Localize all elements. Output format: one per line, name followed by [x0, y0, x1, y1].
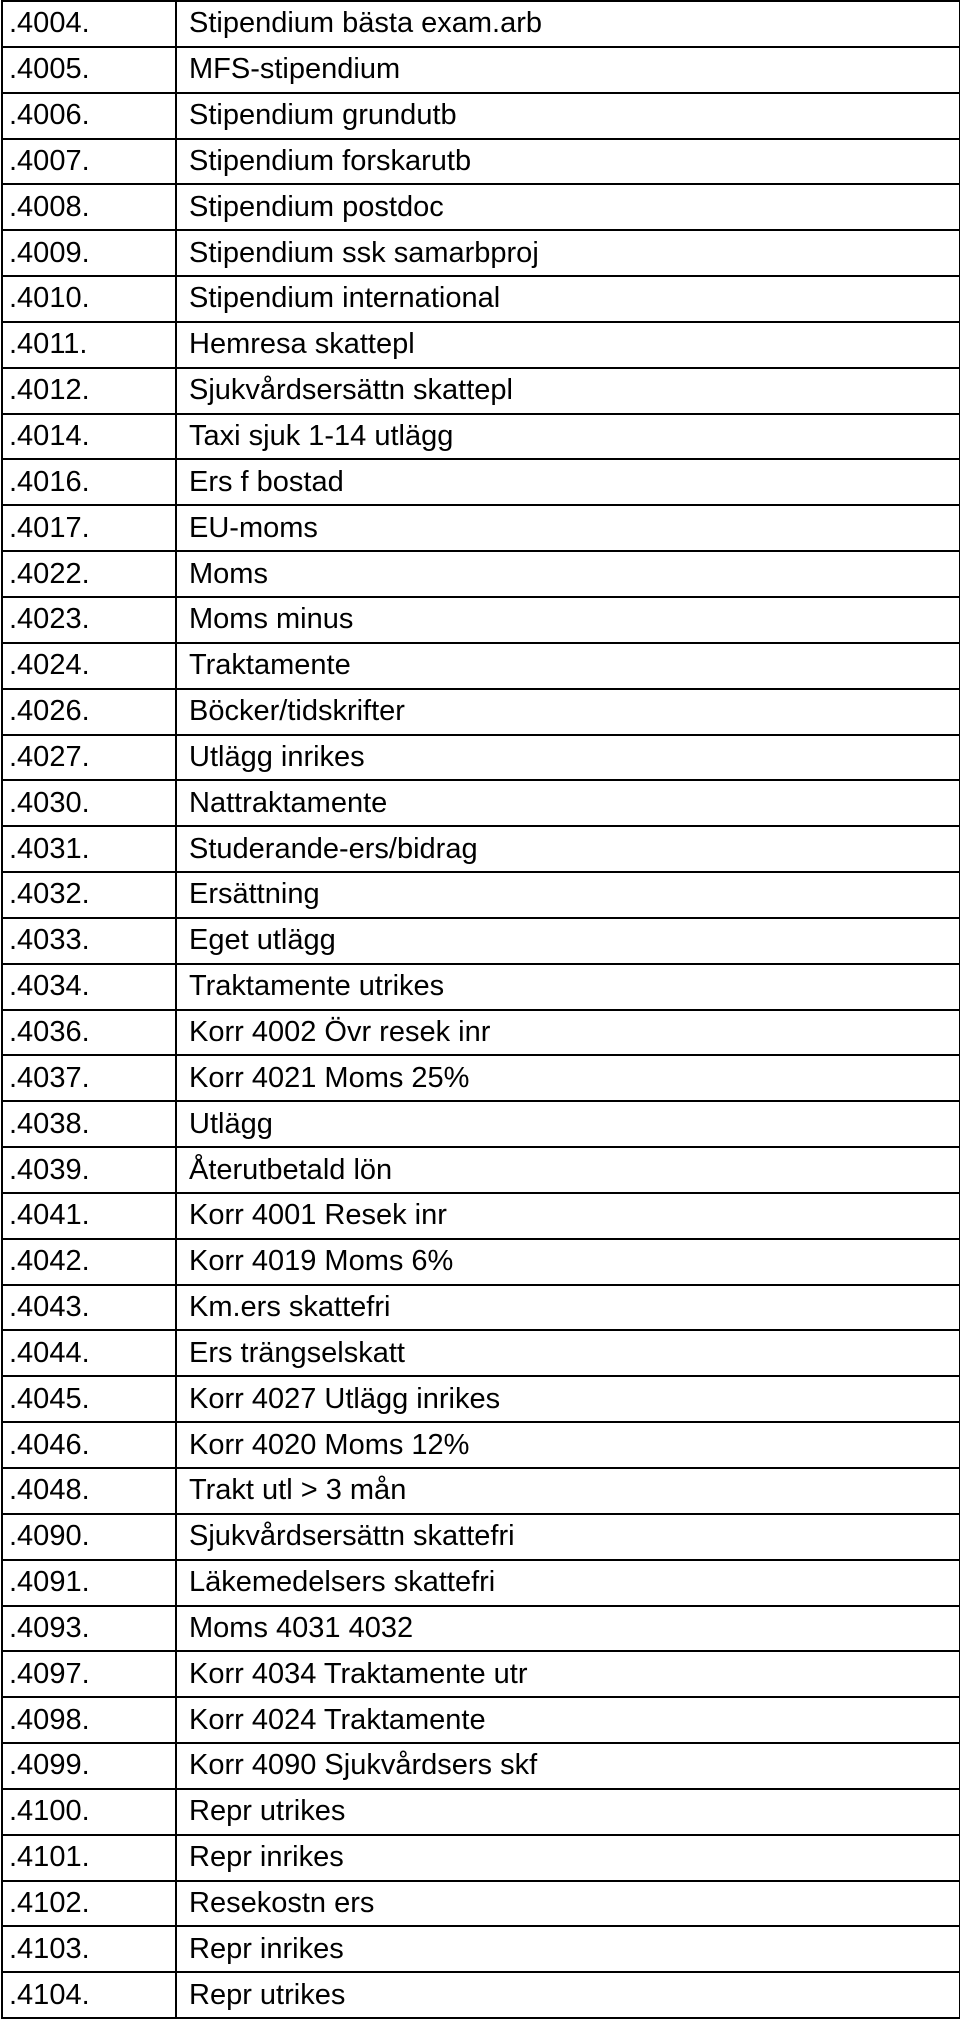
account-description-cell: Nattraktamente — [176, 780, 960, 826]
account-description-cell: Traktamente utrikes — [176, 964, 960, 1010]
table-row — [2, 47, 960, 93]
table-row — [2, 1055, 960, 1101]
table-row — [2, 551, 960, 597]
table-row — [2, 1239, 960, 1285]
table-row — [2, 1422, 960, 1468]
account-description-cell: Korr 4027 Utlägg inrikes — [176, 1376, 960, 1422]
account-description-cell: Ers f bostad — [176, 459, 960, 505]
table-row — [2, 964, 960, 1010]
table-row — [2, 689, 960, 735]
account-description-cell: Sjukvårdsersättn skattefri — [176, 1514, 960, 1560]
account-code-cell: .4010. — [2, 276, 176, 322]
account-description-cell: Korr 4019 Moms 6% — [176, 1239, 960, 1285]
account-code-cell: .4005. — [2, 47, 176, 93]
table-row — [2, 230, 960, 276]
account-code-cell: .4016. — [2, 459, 176, 505]
account-description-cell: Hemresa skattepl — [176, 322, 960, 368]
account-description-cell: Eget utlägg — [176, 918, 960, 964]
account-description-cell: Korr 4020 Moms 12% — [176, 1422, 960, 1468]
account-code-cell: .4091. — [2, 1560, 176, 1606]
table-row — [2, 459, 960, 505]
table-row — [2, 735, 960, 781]
table-row — [2, 597, 960, 643]
account-code-cell: .4036. — [2, 1010, 176, 1056]
account-description-cell: EU-moms — [176, 505, 960, 551]
account-code-table — [1, 0, 960, 2019]
account-description-cell: Ers trängselskatt — [176, 1330, 960, 1376]
table-row — [2, 918, 960, 964]
account-description-cell: Korr 4001 Resek inr — [176, 1193, 960, 1239]
account-code-cell: .4104. — [2, 1972, 176, 2018]
table-row — [2, 1010, 960, 1056]
table-row — [2, 1926, 960, 1972]
account-description-cell: Studerande-ers/bidrag — [176, 826, 960, 872]
table-row — [2, 1743, 960, 1789]
account-code-cell: .4100. — [2, 1789, 176, 1835]
account-description-cell: Stipendium forskarutb — [176, 139, 960, 185]
account-description-cell: Repr utrikes — [176, 1789, 960, 1835]
account-description-cell: Utlägg — [176, 1101, 960, 1147]
table-row — [2, 1560, 960, 1606]
account-code-cell: .4007. — [2, 139, 176, 185]
table-row — [2, 643, 960, 689]
table-row — [2, 1, 960, 47]
account-description-cell: Repr inrikes — [176, 1835, 960, 1881]
account-code-cell: .4004. — [2, 1, 176, 47]
table-row — [2, 1468, 960, 1514]
account-code-cell: .4031. — [2, 826, 176, 872]
table-row — [2, 368, 960, 414]
account-description-cell: Korr 4034 Traktamente utr — [176, 1651, 960, 1697]
account-code-cell: .4103. — [2, 1926, 176, 1972]
account-description-cell: Stipendium ssk samarbproj — [176, 230, 960, 276]
account-code-cell: .4048. — [2, 1468, 176, 1514]
table-row — [2, 872, 960, 918]
table-row — [2, 826, 960, 872]
table-row — [2, 780, 960, 826]
account-code-cell: .4008. — [2, 184, 176, 230]
account-code-cell: .4022. — [2, 551, 176, 597]
account-description-cell: Korr 4024 Traktamente — [176, 1697, 960, 1743]
table-row — [2, 93, 960, 139]
account-description-cell: Ersättning — [176, 872, 960, 918]
account-code-cell: .4042. — [2, 1239, 176, 1285]
account-description-cell: Traktamente — [176, 643, 960, 689]
table-row — [2, 1101, 960, 1147]
account-code-cell: .4038. — [2, 1101, 176, 1147]
account-description-cell: Resekostn ers — [176, 1881, 960, 1927]
account-description-cell: Moms — [176, 551, 960, 597]
account-description-cell: Korr 4021 Moms 25% — [176, 1055, 960, 1101]
table-row — [2, 414, 960, 460]
account-code-cell: .4046. — [2, 1422, 176, 1468]
account-description-cell: Moms minus — [176, 597, 960, 643]
account-code-cell: .4012. — [2, 368, 176, 414]
account-code-cell: .4098. — [2, 1697, 176, 1743]
account-description-cell: Korr 4002 Övr resek inr — [176, 1010, 960, 1056]
account-code-cell: .4027. — [2, 735, 176, 781]
account-code-cell: .4014. — [2, 414, 176, 460]
account-description-cell: Trakt utl > 3 mån — [176, 1468, 960, 1514]
account-code-cell: .4102. — [2, 1881, 176, 1927]
table-row — [2, 1835, 960, 1881]
table-row — [2, 1697, 960, 1743]
account-code-cell: .4006. — [2, 93, 176, 139]
table-row — [2, 1972, 960, 2018]
account-code-cell: .4037. — [2, 1055, 176, 1101]
account-code-cell: .4097. — [2, 1651, 176, 1697]
table-row — [2, 1651, 960, 1697]
account-description-cell: Utlägg inrikes — [176, 735, 960, 781]
account-description-cell: Stipendium international — [176, 276, 960, 322]
account-code-cell: .4045. — [2, 1376, 176, 1422]
table-row — [2, 276, 960, 322]
account-description-cell: Korr 4090 Sjukvårdsers skf — [176, 1743, 960, 1789]
account-description-cell: Återutbetald lön — [176, 1147, 960, 1193]
account-code-cell: .4034. — [2, 964, 176, 1010]
account-description-cell: Stipendium postdoc — [176, 184, 960, 230]
account-code-cell: .4099. — [2, 1743, 176, 1789]
account-code-cell: .4030. — [2, 780, 176, 826]
table-row — [2, 1789, 960, 1835]
account-code-cell: .4101. — [2, 1835, 176, 1881]
account-description-cell: Läkemedelsers skattefri — [176, 1560, 960, 1606]
account-description-cell: Sjukvårdsersättn skattepl — [176, 368, 960, 414]
table-row — [2, 1376, 960, 1422]
account-code-cell: .4041. — [2, 1193, 176, 1239]
account-code-cell: .4090. — [2, 1514, 176, 1560]
table-row — [2, 505, 960, 551]
account-code-table-body — [2, 1, 960, 2018]
table-row — [2, 1193, 960, 1239]
table-row — [2, 1147, 960, 1193]
account-code-cell: .4017. — [2, 505, 176, 551]
account-code-cell: .4011. — [2, 322, 176, 368]
account-code-cell: .4009. — [2, 230, 176, 276]
account-code-cell: .4043. — [2, 1285, 176, 1331]
account-description-cell: Repr utrikes — [176, 1972, 960, 2018]
table-row — [2, 322, 960, 368]
account-code-cell: .4026. — [2, 689, 176, 735]
account-description-cell: MFS-stipendium — [176, 47, 960, 93]
table-row — [2, 139, 960, 185]
account-description-cell: Moms 4031 4032 — [176, 1606, 960, 1652]
table-row — [2, 1285, 960, 1331]
table-row — [2, 1881, 960, 1927]
account-description-cell: Stipendium grundutb — [176, 93, 960, 139]
account-description-cell: Km.ers skattefri — [176, 1285, 960, 1331]
account-description-cell: Repr inrikes — [176, 1926, 960, 1972]
table-row — [2, 1330, 960, 1376]
table-row — [2, 1514, 960, 1560]
account-code-cell: .4033. — [2, 918, 176, 964]
account-code-cell: .4093. — [2, 1606, 176, 1652]
account-code-cell: .4039. — [2, 1147, 176, 1193]
account-description-cell: Böcker/tidskrifter — [176, 689, 960, 735]
account-code-cell: .4044. — [2, 1330, 176, 1376]
account-code-cell: .4032. — [2, 872, 176, 918]
table-row — [2, 1606, 960, 1652]
account-code-cell: .4023. — [2, 597, 176, 643]
table-row — [2, 184, 960, 230]
account-code-cell: .4024. — [2, 643, 176, 689]
account-description-cell: Stipendium bästa exam.arb — [176, 1, 960, 47]
account-description-cell: Taxi sjuk 1-14 utlägg — [176, 414, 960, 460]
